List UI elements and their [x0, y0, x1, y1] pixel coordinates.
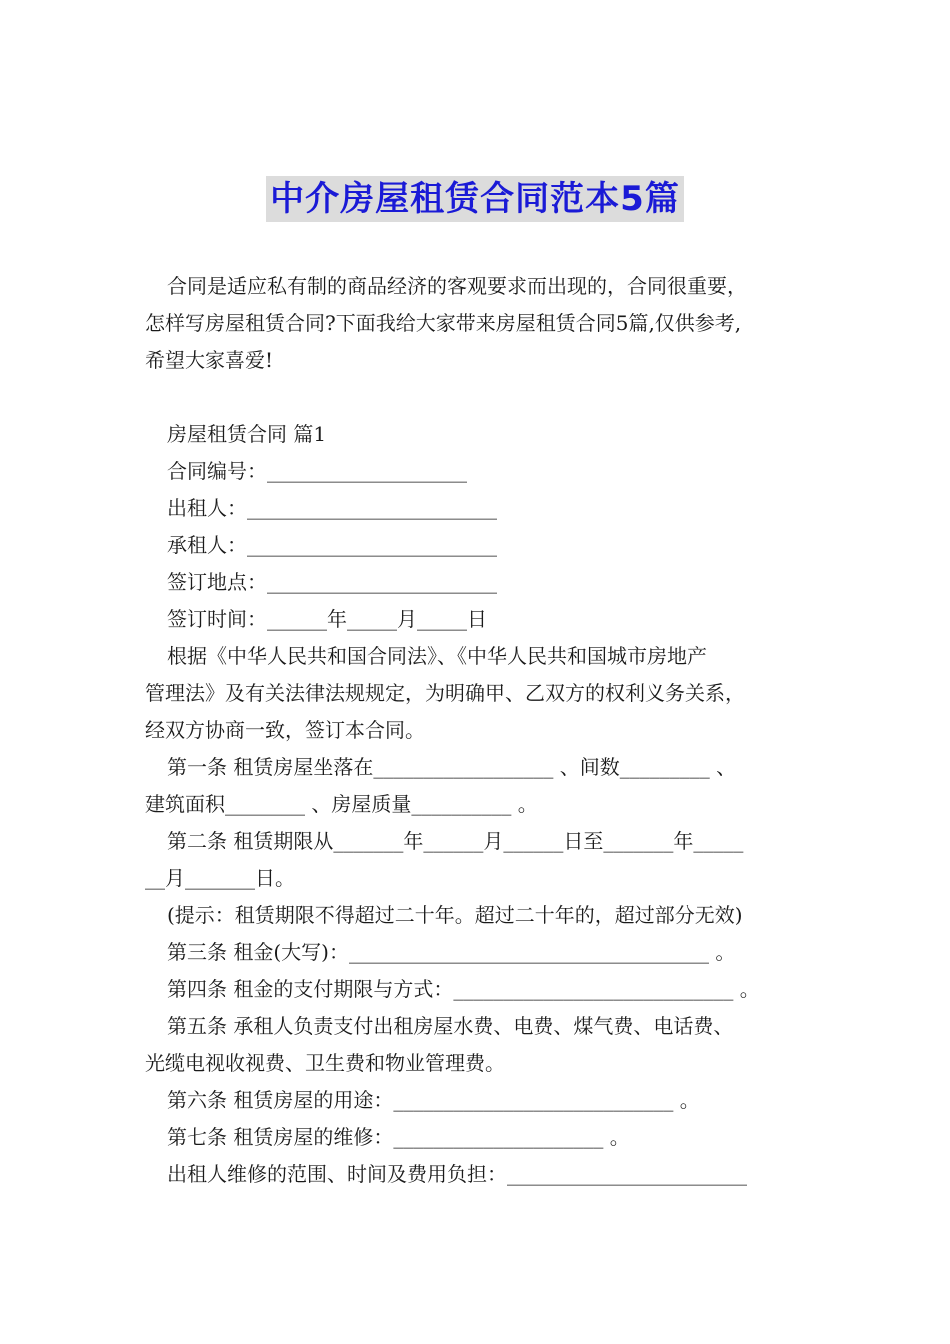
- field-signing-place: 签订地点：_______________________: [167, 570, 497, 594]
- blank-line: [145, 379, 825, 416]
- article-5-line-2: 光缆电视收视费、卫生费和物业管理费。: [145, 1051, 505, 1075]
- term-note: (提示：租赁期限不得超过二十年。超过二十年的，超过部分无效): [167, 903, 743, 927]
- article-3: 第三条 租金(大写)：____________________________________ 。: [167, 940, 736, 964]
- field-lessee: 承租人：_________________________: [167, 533, 497, 557]
- article-6: 第六条 租赁房屋的用途：____________________________ 。: [167, 1088, 700, 1112]
- intro-line-1: 合同是适应私有制的商品经济的客观要求而出现的，合同很重要，: [167, 274, 747, 298]
- preamble-line-3: 经双方协商一致，签订本合同。: [145, 718, 425, 742]
- preamble-line-2: 管理法》及有关法律法规规定，为明确甲、乙双方的权利义务关系，: [145, 681, 745, 705]
- intro-line-3: 希望大家喜爱!: [145, 348, 274, 372]
- intro-line-2: 怎样写房屋租赁合同?下面我给大家带来房屋租赁合同5篇,仅供参考,: [145, 311, 742, 335]
- article-2-line-2: __月_______日。: [145, 866, 295, 890]
- document-title: 中介房屋租赁合同范本5篇: [266, 176, 684, 222]
- article-2-line-1: 第二条 租赁期限从_______年______月______日至_______年_____: [167, 829, 744, 853]
- article-7: 第七条 租赁房屋的维修：_____________________ 。: [167, 1125, 630, 1149]
- document-body: [145, 268, 825, 1193]
- field-signing-date: 签订时间：______年_____月_____日: [167, 607, 487, 631]
- article-5-line-1: 第五条 承租人负责支付出租房屋水费、电费、煤气费、电话费、: [167, 1014, 734, 1038]
- article-1-line-1: 第一条 租赁房屋坐落在__________________ 、间数_________ 、: [167, 755, 737, 779]
- section-heading: 房屋租赁合同 篇1: [167, 422, 327, 446]
- repair-responsibility: 出租人维修的范围、时间及费用负担：________________________: [167, 1162, 747, 1186]
- field-contract-number: 合同编号：____________________: [167, 459, 467, 483]
- preamble-line-1: 根据《中华人民共和国合同法》、《中华人民共和国城市房地产: [167, 644, 707, 668]
- article-1-line-2: 建筑面积________ 、房屋质量__________ 。: [145, 792, 538, 816]
- title-wrap: [0, 176, 950, 222]
- field-lessor: 出租人：_________________________: [167, 496, 497, 520]
- article-4: 第四条 租金的支付期限与方式：____________________________ 。: [167, 977, 760, 1001]
